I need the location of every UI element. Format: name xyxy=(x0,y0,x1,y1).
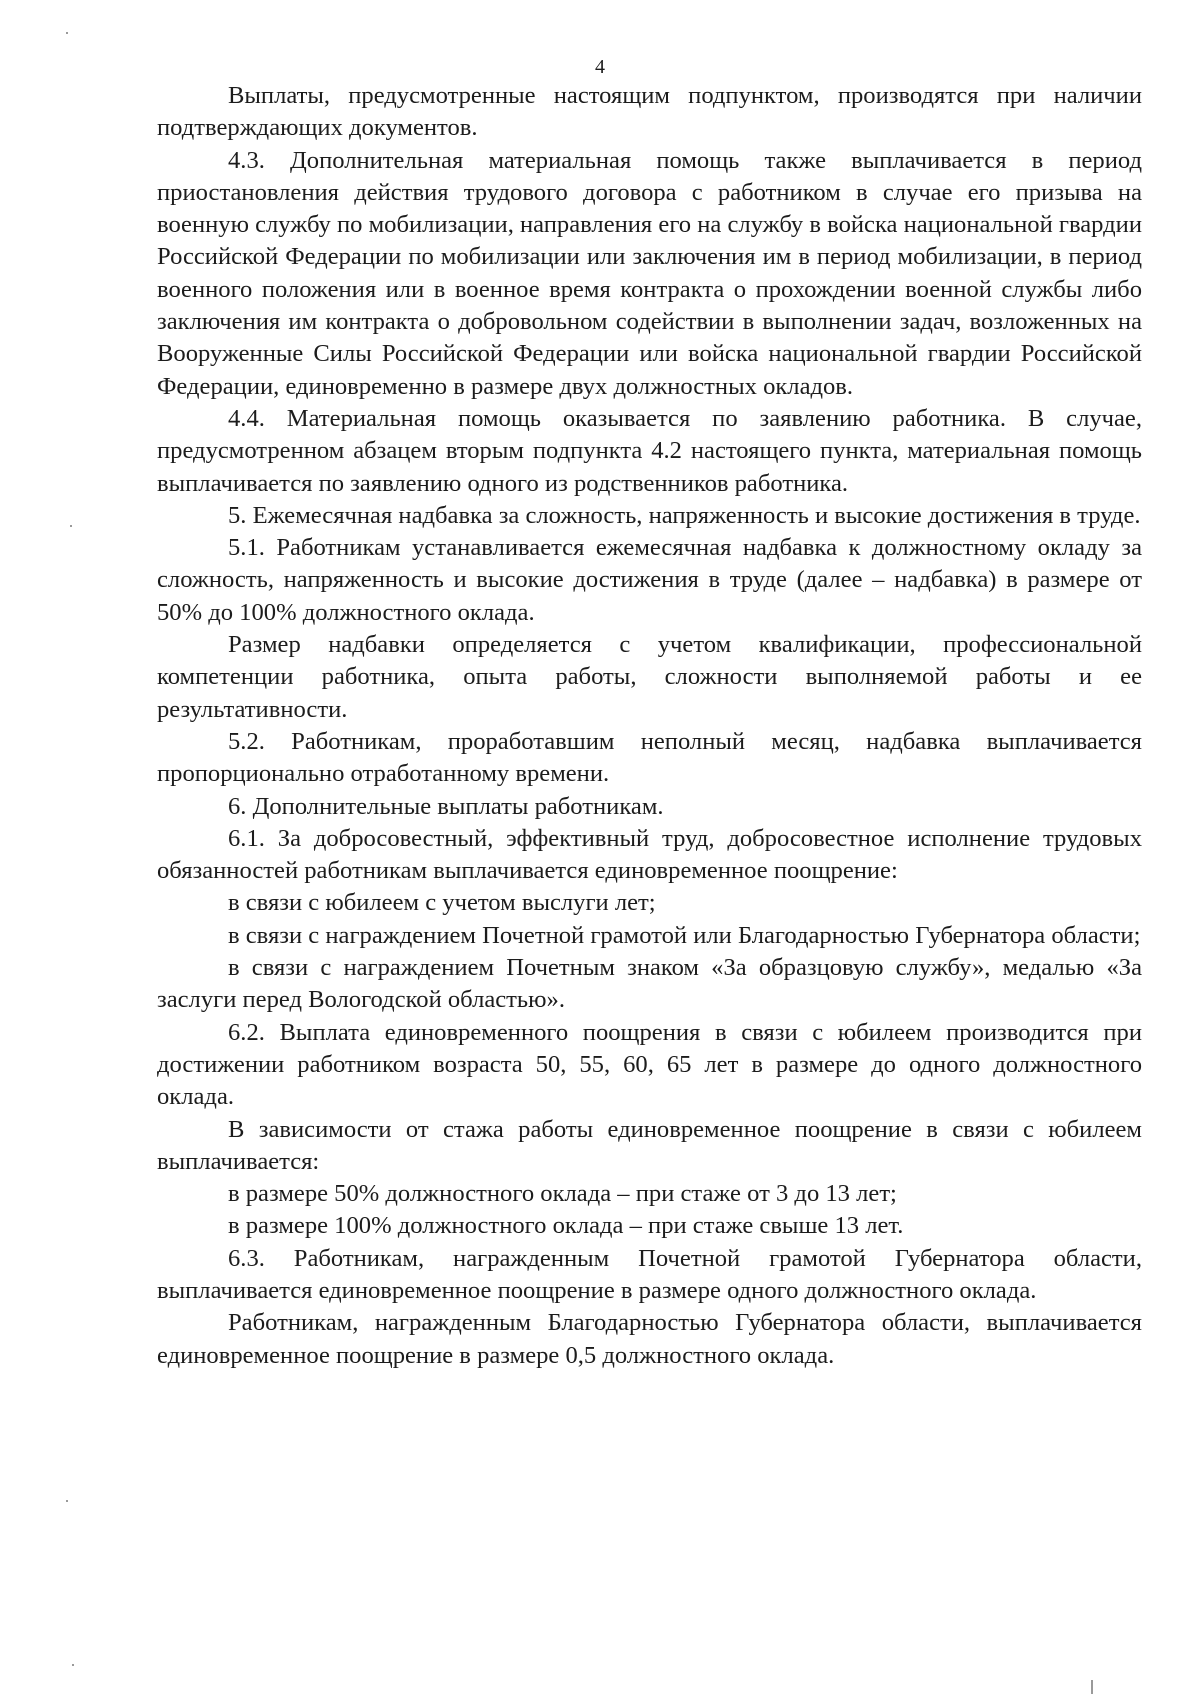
paragraph: Размер надбавки определяется с учетом квалификации, профессиональной компетенции работника, опыта работы, сложности выполняемой работы и ее результативности. xyxy=(157,631,1142,723)
paragraph: В зависимости от стажа работы единовременное поощрение в связи с юбилеем выплачивается: xyxy=(157,1115,1142,1175)
scan-speck xyxy=(1091,1680,1093,1694)
paragraph: в размере 100% должностного оклада – при стаже свыше 13 лет. xyxy=(228,1212,904,1240)
paragraph: 4.3. Дополнительная материальная помощь также выплачивается в период приостановления действия трудового договора с работником в случае его призыва на военную службу по мобилизации, направления его на службу в войска национальной гвардии Российской Федерации по мобилизации или заключения им в период мобилизации, в период военного положения или в военное время контракта о прохождении военной службы либо заключения им контракта о добровольном содействии в выполнении задач, возложенных на Вооруженные Силы Российской Федерации или войска национальной гвардии Российской Федерации, единовременно в размере двух должностных окладов. xyxy=(157,146,1142,400)
paragraph: в размере 50% должностного оклада – при стаже от 3 до 13 лет; xyxy=(228,1180,897,1208)
paragraph: в связи с юбилеем с учетом выслуги лет; xyxy=(228,889,656,917)
paragraph: 6.1. За добросовестный, эффективный труд, добросовестное исполнение трудовых обязанностей работникам выплачивается единовременное поощрение: xyxy=(157,824,1142,885)
paragraph: 5. Ежемесячная надбавка за сложность, напряженность и высокие достижения в труде. xyxy=(228,501,1141,529)
paragraph: 5.1. Работникам устанавливается ежемесячная надбавка к должностному окладу за сложность, напряженность и высокие достижения в труде (далее – надбавка) в размере от 50% до 100% должностного оклада. xyxy=(157,534,1142,626)
paragraph: 5.2. Работникам, проработавшим неполный месяц, надбавка выплачивается пропорционально отработанному времени. xyxy=(157,727,1142,788)
paragraph: 6.3. Работникам, награжденным Почетной грамотой Губернатора области, выплачивается единовременное поощрение в размере одного должностного оклада. xyxy=(157,1244,1142,1304)
paragraph: 4.4. Материальная помощь оказывается по заявлению работника. В случае, предусмотренном абзацем вторым подпункта 4.2 настоящего пункта, материальная помощь выплачивается по заявлению одного из родственников работника. xyxy=(157,404,1142,497)
scan-speck xyxy=(66,32,68,34)
document-body xyxy=(157,80,1142,1372)
paragraph: в связи с награждением Почетной грамотой или Благодарностью Губернатора области; xyxy=(228,921,1141,949)
paragraph: в связи с награждением Почетным знаком «За образцовую службу», медалью «За заслуги перед Вологодской областью». xyxy=(157,954,1142,1014)
paragraph: 6.2. Выплата единовременного поощрения в связи с юбилеем производится при достижении работником возраста 50, 55, 60, 65 лет в размере до одного должностного оклада. xyxy=(157,1018,1142,1111)
scan-speck xyxy=(66,1500,68,1502)
scan-speck xyxy=(70,525,72,527)
paragraph: Работникам, награжденным Благодарностью Губернатора области, выплачивается единовременное поощрение в размере 0,5 должностного оклада. xyxy=(157,1309,1142,1369)
page-number: 4 xyxy=(595,56,605,78)
paragraph: 6. Дополнительные выплаты работникам. xyxy=(228,792,664,820)
scan-speck xyxy=(72,1664,74,1666)
paragraph: Выплаты, предусмотренные настоящим подпунктом, производятся при наличии подтверждающих документов. xyxy=(157,82,1142,142)
